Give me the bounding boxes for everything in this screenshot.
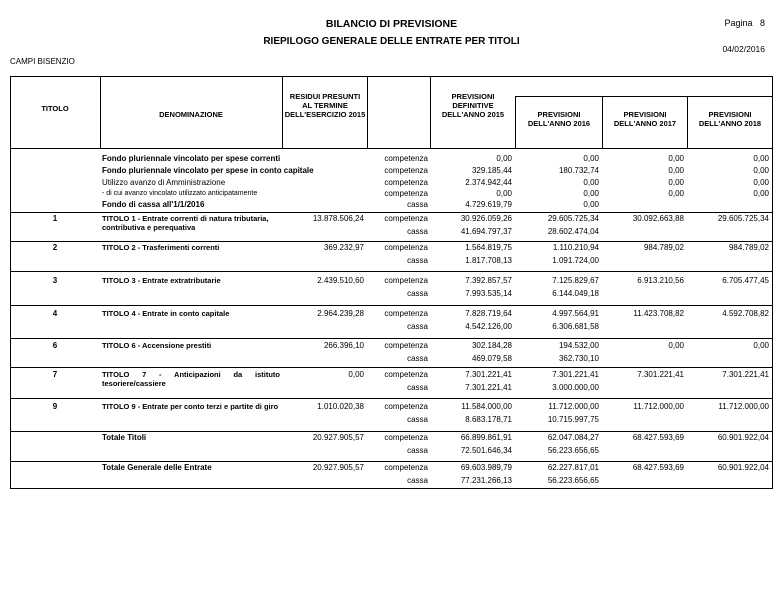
page-value: 8 [759, 18, 765, 28]
titolo-p2018: 984.789,02 [728, 243, 769, 252]
totale-p2017: 68.427.593,69 [632, 463, 684, 472]
titolo-num: 2 [52, 243, 58, 252]
fondo-tipo: competenza [384, 154, 428, 163]
page-label: Pagina [724, 18, 753, 28]
titolo-pd-competenza: 1.564.819,75 [465, 243, 512, 252]
totale-p2018: 60.901.922,04 [717, 433, 769, 442]
titolo-p2017: 6.913.210,56 [637, 276, 684, 285]
totale-pd-cassa: 77.231.266,13 [460, 476, 512, 485]
titolo-p2016-competenza: 29.605.725,34 [547, 214, 599, 223]
titolo-cassa-label: cassa [407, 256, 428, 265]
totale-cassa-label: cassa [407, 446, 428, 455]
fondo-label: Utilizzo avanzo di Amministrazione [102, 178, 226, 187]
fondo-pd2015: 0,00 [496, 189, 512, 198]
titolo-p2017: 7.301.221,41 [637, 370, 684, 379]
report-title: BILANCIO DI PREVISIONE [325, 18, 458, 30]
titolo-p2017: 0,00 [668, 341, 684, 350]
fondo-pd2015: 4.729.619,79 [465, 200, 512, 209]
col-residui: RESIDUI PRESUNTI AL TERMINE DELL'ESERCIZIO 2015 [284, 92, 366, 119]
titolo-pd-cassa: 7.301.221,41 [465, 383, 512, 392]
titolo-p2018: 7.301.221,41 [722, 370, 769, 379]
titolo-competenza-label: competenza [384, 276, 428, 285]
col-prev-2017: PREVISIONI DELL'ANNO 2017 [613, 110, 677, 128]
titolo-competenza-label: competenza [384, 341, 428, 350]
fondo-p2017: 0,00 [668, 154, 684, 163]
titolo-p2018: 0,00 [753, 341, 769, 350]
titolo-p2017: 11.423.708,82 [633, 309, 684, 318]
titolo-pd-cassa: 41.694.797,37 [460, 227, 512, 236]
totale-residui: 20.927.905,57 [312, 463, 364, 472]
titolo-num: 3 [52, 276, 58, 285]
col-prev-2018: PREVISIONI DELL'ANNO 2018 [698, 110, 762, 128]
titolo-label: TITOLO 3 - Entrate extratributarie [102, 276, 221, 285]
fondo-pd2015: 329.185,44 [471, 166, 512, 175]
titolo-competenza-label: competenza [384, 309, 428, 318]
titolo-p2017: 30.092.663,88 [632, 214, 684, 223]
titolo-pd-cassa: 469.079,58 [471, 354, 512, 363]
titolo-num: 7 [52, 370, 58, 379]
totale-label: Totale Titoli [102, 433, 147, 442]
titolo-p2016-cassa: 6.306.681,58 [552, 322, 599, 331]
titolo-label: TITOLO 9 - Entrate per conto terzi e partite di giro [102, 402, 279, 411]
fondo-pd2015: 2.374.942,44 [465, 178, 512, 187]
fondo-label: Fondo pluriennale vincolato per spese in conto capitale [102, 166, 314, 175]
titolo-p2016-competenza: 4.997.564,91 [552, 309, 599, 318]
totale-pd-competenza: 69.603.989,79 [460, 463, 512, 472]
fondo-tipo: competenza [384, 189, 428, 198]
col-titolo: TITOLO [41, 104, 69, 113]
titolo-label: TITOLO 4 - Entrate in conto capitale [102, 309, 230, 318]
titolo-p2016-competenza: 194.532,00 [558, 341, 599, 350]
titolo-label: TITOLO 2 - Trasferimenti correnti [102, 243, 220, 252]
totale-p2016-cassa: 56.223.656,65 [547, 446, 599, 455]
titolo-cassa-label: cassa [407, 383, 428, 392]
titolo-p2017: 11.712.000,00 [633, 402, 684, 411]
titolo-p2018: 6.705.477,45 [722, 276, 769, 285]
titolo-p2016-cassa: 362.730,10 [558, 354, 599, 363]
totale-label: Totale Generale delle Entrate [102, 463, 212, 472]
titolo-pd-competenza: 11.584.000,00 [461, 402, 512, 411]
totale-p2017: 68.427.593,69 [632, 433, 684, 442]
titolo-p2016-cassa: 10.715.997,75 [547, 415, 599, 424]
titolo-cassa-label: cassa [407, 415, 428, 424]
fondo-p2016: 0,00 [583, 178, 599, 187]
titolo-residui: 2.439.510,60 [317, 276, 364, 285]
fondo-p2018: 0,00 [753, 166, 769, 175]
titolo-p2018: 11.712.000,00 [718, 402, 769, 411]
col-previsioni-definitive: PREVISIONI DEFINITIVE DELL'ANNO 2015 [441, 92, 505, 119]
titolo-pd-cassa: 1.817.708,13 [465, 256, 512, 265]
titolo-residui: 369.232,97 [323, 243, 364, 252]
fondo-tipo: competenza [384, 166, 428, 175]
fondo-p2017: 0,00 [668, 166, 684, 175]
fondo-tipo: competenza [384, 178, 428, 187]
ente-name: CAMPI BISENZIO [10, 57, 75, 66]
totale-p2016-competenza: 62.227.817,01 [547, 463, 599, 472]
col-prev-2016: PREVISIONI DELL'ANNO 2016 [527, 110, 591, 128]
titolo-p2016-competenza: 7.125.829,67 [552, 276, 599, 285]
titolo-pd-competenza: 7.828.719,64 [465, 309, 512, 318]
titolo-p2016-competenza: 11.712.000,00 [548, 402, 599, 411]
titolo-pd-competenza: 7.301.221,41 [465, 370, 512, 379]
page-number [724, 18, 765, 28]
totale-competenza-label: competenza [384, 433, 428, 442]
titolo-p2016-cassa: 6.144.049,18 [552, 289, 599, 298]
fondo-label: Fondo di cassa all'1/1/2016 [102, 200, 205, 209]
titolo-competenza-label: competenza [384, 402, 428, 411]
titolo-residui: 13.878.506,24 [312, 214, 364, 223]
titolo-residui: 2.964.239,28 [317, 309, 364, 318]
titolo-p2018: 4.592.708,82 [722, 309, 769, 318]
titolo-pd-competenza: 7.392.857,57 [465, 276, 512, 285]
totale-pd-competenza: 66.899.861,91 [460, 433, 512, 442]
titolo-cassa-label: cassa [407, 289, 428, 298]
titolo-label: TITOLO 6 - Accensione prestiti [102, 341, 212, 350]
titolo-p2016-competenza: 1.110.210,94 [552, 243, 599, 252]
totale-pd-cassa: 72.501.646,34 [460, 446, 512, 455]
titolo-p2018: 29.605.725,34 [717, 214, 769, 223]
fondo-p2017: 0,00 [668, 189, 684, 198]
fondo-pd2015: 0,00 [496, 154, 512, 163]
fondo-p2016: 0,00 [583, 189, 599, 198]
titolo-pd-cassa: 7.993.535,14 [465, 289, 512, 298]
report-date: 04/02/2016 [722, 44, 765, 54]
totale-cassa-label: cassa [407, 476, 428, 485]
titolo-competenza-label: competenza [384, 243, 428, 252]
titolo-residui: 1.010.020,38 [317, 402, 364, 411]
fondo-p2016: 0,00 [583, 200, 599, 209]
titolo-cassa-label: cassa [407, 354, 428, 363]
titolo-num: 9 [52, 402, 58, 411]
col-denominazione: DENOMINAZIONE [159, 110, 223, 119]
fondo-label: Fondo pluriennale vincolato per spese correnti [102, 154, 281, 163]
titolo-p2016-cassa: 3.000.000,00 [552, 383, 599, 392]
titolo-residui: 266.396,10 [323, 341, 364, 350]
titolo-num: 4 [52, 309, 58, 318]
fondo-p2017: 0,00 [668, 178, 684, 187]
report-subtitle: RIEPILOGO GENERALE DELLE ENTRATE PER TITOLI [263, 36, 520, 47]
titolo-pd-competenza: 30.926.059,26 [460, 214, 512, 223]
titolo-pd-cassa: 8.683.178,71 [465, 415, 512, 424]
titolo-pd-competenza: 302.184,28 [471, 341, 512, 350]
fondo-p2018: 0,00 [753, 178, 769, 187]
titolo-num: 6 [52, 341, 58, 350]
titolo-p2016-competenza: 7.301.221,41 [552, 370, 599, 379]
titolo-pd-cassa: 4.542.126,00 [465, 322, 512, 331]
fondo-tipo: cassa [407, 200, 428, 209]
fondo-p2018: 0,00 [753, 189, 769, 198]
totale-competenza-label: competenza [384, 463, 428, 472]
totale-p2016-competenza: 62.047.084,27 [547, 433, 599, 442]
totale-p2018: 60.901.922,04 [717, 463, 769, 472]
fondo-p2018: 0,00 [753, 154, 769, 163]
titolo-label: TITOLO 1 - Entrate correnti di natura tributaria, contributiva e perequativa [102, 214, 269, 232]
titolo-cassa-label: cassa [407, 227, 428, 236]
titolo-label: TITOLO 7 - Anticipazioni da istituto tesoriere/cassiere [102, 370, 280, 388]
titolo-cassa-label: cassa [407, 322, 428, 331]
titolo-num: 1 [52, 214, 58, 223]
fondo-p2016: 180.732,74 [558, 166, 599, 175]
titolo-competenza-label: competenza [384, 214, 428, 223]
titolo-competenza-label: competenza [384, 370, 428, 379]
fondo-p2016: 0,00 [583, 154, 599, 163]
titolo-residui: 0,00 [348, 370, 364, 379]
fondo-label: - di cui avanzo vincolato utilizzato anticipatamente [102, 190, 258, 197]
titolo-p2016-cassa: 28.602.474,04 [547, 227, 599, 236]
titolo-p2017: 984.789,02 [643, 243, 684, 252]
titolo-p2016-cassa: 1.091.724,00 [552, 256, 599, 265]
totale-residui: 20.927.905,57 [312, 433, 364, 442]
totale-p2016-cassa: 56.223.656,65 [547, 476, 599, 485]
